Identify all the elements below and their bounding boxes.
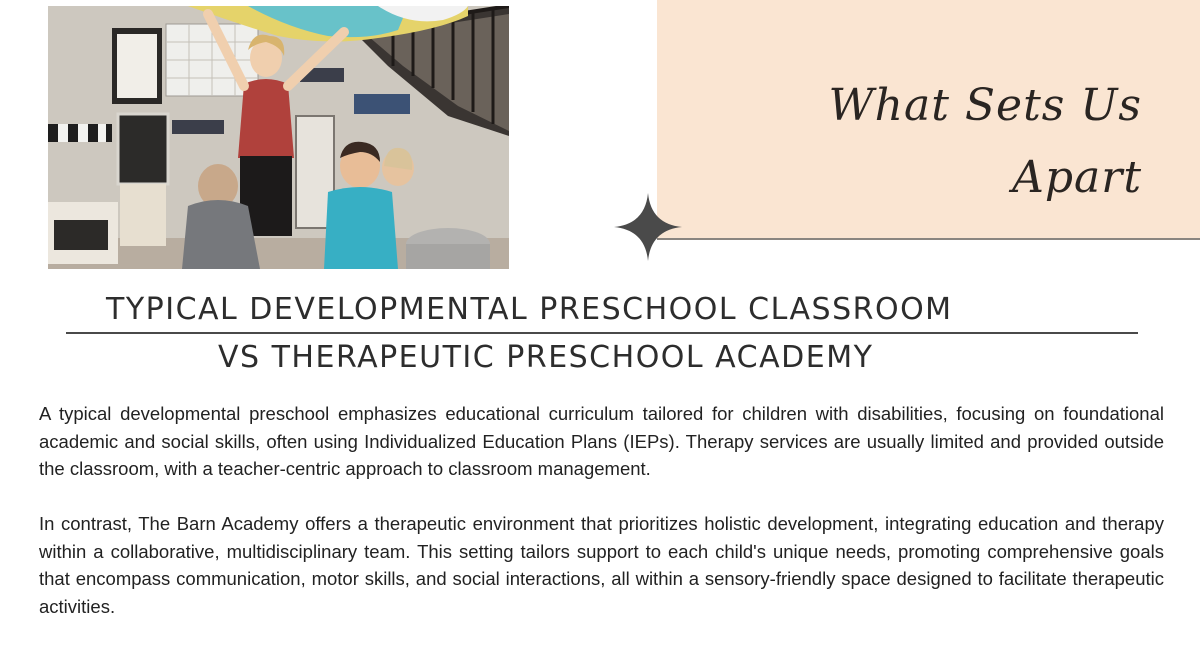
heading-divider [66,332,1138,334]
section-title: What Sets Us Apart [828,80,1142,203]
heading-line-typical: TYPICAL DEVELOPMENTAL PRESCHOOL CLASSROOM [106,292,953,327]
heading-line-therapeutic: VS THERAPEUTIC PRESCHOOL ACADEMY [218,340,874,375]
paragraph-typical: A typical developmental preschool emphasizes educational curriculum tailored for children with disabilities, focusing on foundational academic and social skills, often using Individualized Education Plans (IEPs). Therapy services are usually limited and provided outside the classroom, with a teacher-centric approach to classroom management. [39,403,1164,479]
title-panel [657,0,1200,240]
classroom-photo [48,6,509,269]
paragraph-barn-academy: In contrast, The Barn Academy offers a therapeutic environment that prioritizes holistic development, integrating education and therapy within a collaborative, multidisciplinary team. This setting tailors support to each child's unique needs, promoting comprehensive goals that encompass communication, motor skills, and social interactions, all within a sensory-friendly space designed to facilitate therapeutic activities. [39,513,1164,617]
comparison-heading [0,288,1200,388]
comparison-body [39,400,1164,648]
sparkle-icon [614,193,682,261]
